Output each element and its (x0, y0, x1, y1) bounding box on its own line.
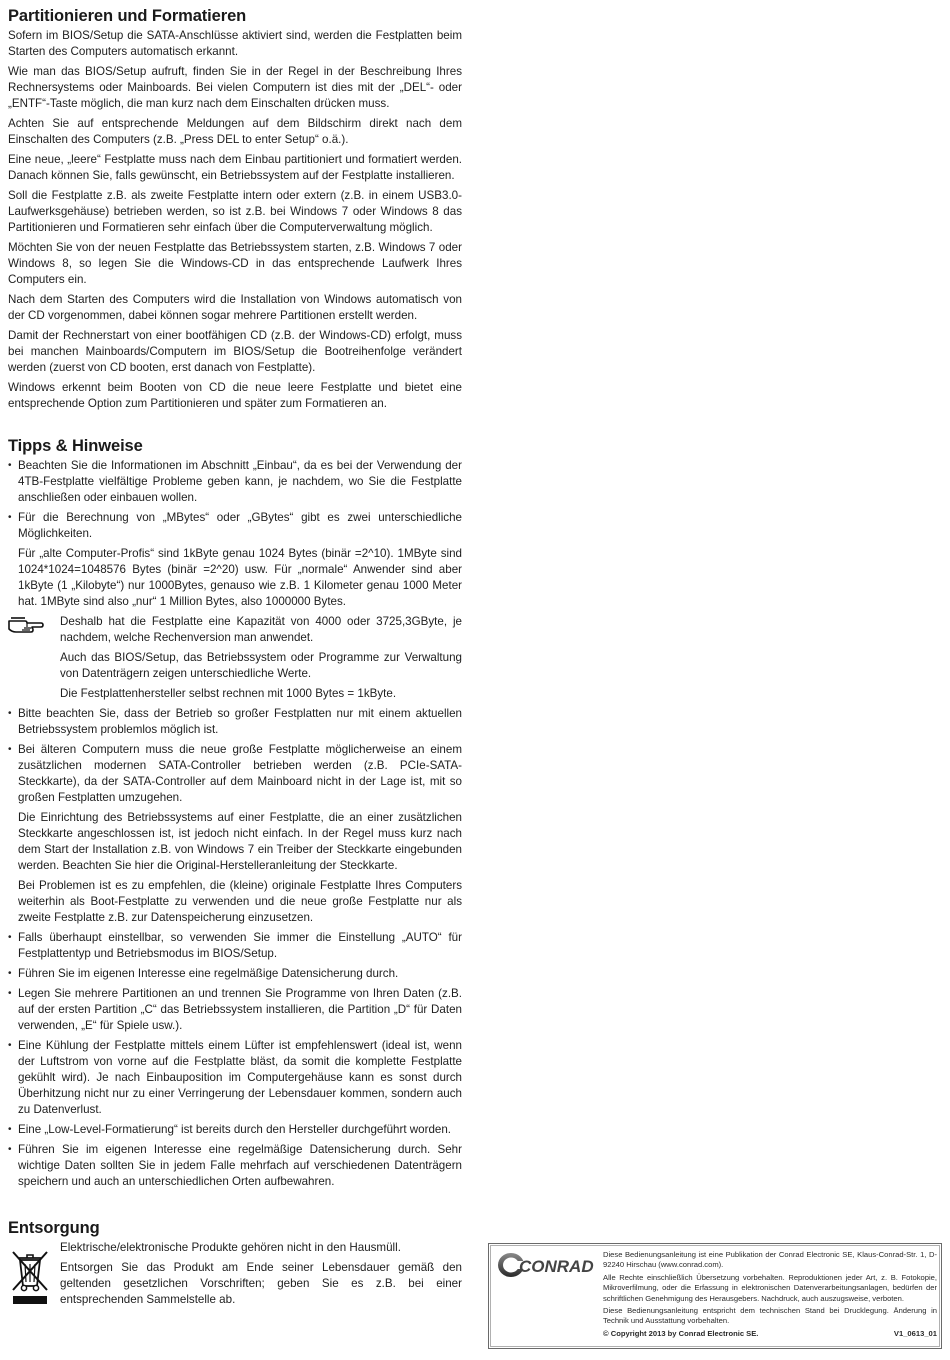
list-item-text: Für die Berechnung von „MBytes“ oder „GBytes“ gibt es zwei unterschiedliche Möglichkeiten. (18, 511, 462, 540)
paragraph: Entsorgen Sie das Produkt am Ende seiner Lebensdauer gemäß den geltenden gesetzlichen Vorschriften; geben Sie es z.B. bei einer entsprechenden Sammelstelle ab. (60, 1261, 462, 1306)
paragraph: Windows erkennt beim Booten von CD die neue leere Festplatte und bietet eine entsprechende Option zum Partitionieren und später zum Formatieren an. (8, 381, 462, 410)
disposal-text (8, 1240, 462, 1308)
paragraph: Möchten Sie von der neuen Festplatte das Betriebssystem starten, z.B. Windows 7 oder Windows 8, so legen Sie die Windows-CD in das entsprechende Laufwerk Ihres Computers ein. (8, 241, 462, 286)
paragraph: Achten Sie auf entsprechende Meldungen auf dem Bildschirm direkt nach dem Einschalten des Computers (z.B. „Press DEL to enter Setup“ o.ä.). (8, 117, 462, 146)
main-column (8, 6, 462, 1194)
note-text: Deshalb hat die Festplatte eine Kapazität von 4000 oder 3725,3GByte, je nachdem, welche Rechenversion man anwendet. (60, 615, 462, 644)
imprint-paragraph: Alle Rechte einschließlich Übersetzung vorbehalten. Reproduktionen jeder Art, z. B. Fotokopie, Mikroverfilmung, oder die Erfassung in elektronischen Datenverarbeitungsanlagen, bedürfen der schriftlichen Genehmigung des Herausgebers. Nachdruck, auch auszugsweise, verboten. (603, 1272, 937, 1303)
conrad-logo (497, 1252, 599, 1278)
paragraph: Nach dem Starten des Computers wird die Installation von Windows automatisch von der CD vorgenommen, dabei können sogar mehrere Partitionen erstellt werden. (8, 293, 462, 322)
paragraph: Eine neue, „leere“ Festplatte muss nach dem Einbau partitioniert und formatiert werden. Danach können Sie, falls gewünscht, ein Betriebssystem auf der Festplatte installieren. (8, 153, 462, 182)
paragraph: Wie man das BIOS/Setup aufruft, finden Sie in der Regel in der Beschreibung Ihres Rechnersystems oder Mainboards. Bei vielen Computern ist dies mit der „DEL“- oder „ENTF“-Taste möglich, die man kurz nach dem Einschalten drücken muss. (8, 65, 462, 110)
list-item: • Eine Kühlung der Festplatte mittels einem Lüfter ist empfehlenswert (ideal ist, wenn der Luftstrom von vorne auf die Festplatte bläst, da somit die komplette Festplatte gekühlt wird). Je nach Einbauposition im Computergehäuse kann es sonst durch Überhitzung nicht nur zu einer Verringerung der Lebensdauer kommen, sondern auch zu Datenverlust. (8, 1038, 462, 1118)
heading-tipps: Tipps & Hinweise (8, 437, 143, 455)
imprint-box (488, 1243, 942, 1349)
paragraph: Elektrische/elektronische Produkte gehören nicht in den Hausmüll. (60, 1241, 401, 1254)
sub-paragraph: Die Einrichtung des Betriebssystems auf einer Festplatte, die an einer zusätzlichen Steckkarte angeschlossen ist, ist jedoch nicht einfach. In der Regel muss kurz nach dem Start der Installation z.B. von Windows 7 ein Treiber der Steckkarte eingebunden werden. Beachten Sie hier die Original-Herstelleranleitung der Steckkarte. (18, 811, 462, 872)
list-item: • Falls überhaupt einstellbar, so verwenden Sie immer die Einstellung „AUTO“ für Festplattentyp und Betriebsmodus im BIOS/Setup. (8, 930, 462, 962)
list-item (8, 510, 462, 542)
note-text: Auch das BIOS/Setup, das Betriebssystem oder Programme zur Verwaltung von Datenträgern zeigen unterschiedliche Werte. (60, 651, 462, 680)
copyright: © Copyright 2013 by Conrad Electronic SE. (603, 1328, 759, 1338)
list-item: • Legen Sie mehrere Partitionen an und trennen Sie Programme von Ihren Daten (z.B. auf der ersten Partition „C“ das Betriebssystem installieren, die Partition „D“ für Daten verwenden, „E“ für Spiele usw.). (8, 986, 462, 1034)
note-block (8, 614, 462, 702)
tips-list-continued (8, 706, 462, 806)
logo-text: CONRAD (519, 1257, 594, 1276)
list-item: • Beachten Sie die Informationen im Abschnitt „Einbau“, da es bei der Verwendung der 4TB-Festplatte vielfältige Probleme geben kann, je nachdem, wo Sie die Festplatte anschließen oder einbauen wollen. (8, 458, 462, 506)
imprint-paragraph: Diese Bedienungsanleitung ist eine Publikation der Conrad Electronic SE, Klaus-Conrad-Str. 1, D-92240 Hirschau (www.conrad.com). (603, 1250, 937, 1270)
imprint-text (603, 1250, 937, 1339)
heading-entsorgung: Entsorgung (8, 1219, 100, 1237)
tips-list (8, 458, 462, 542)
disposal-section (8, 1218, 462, 1312)
paragraph: Damit der Rechnerstart von einer bootfähigen CD (z.B. der Windows-CD) erfolgt, muss bei manchen Mainboards/Computern im BIOS/Setup die Bootreihenfolge verändert werden (zuerst von CD booten, erst danach von Festplatte). (8, 329, 462, 374)
tips-list-continued (8, 930, 462, 1190)
paragraph: Soll die Festplatte z.B. als zweite Festplatte intern oder extern (z.B. in einem USB3.0-Laufwerksgehäuse) betrieben werden, so ist z.B. bei Windows 7 oder Windows 8 das Partitionieren und Formatieren sehr einfach über die Computerverwaltung möglich. (8, 189, 462, 234)
imprint-footer (603, 1329, 937, 1339)
heading-partitionieren: Partitionieren und Formatieren (8, 7, 247, 25)
list-item: • Führen Sie im eigenen Interesse eine regelmäßige Datensicherung durch. Sehr wichtige Daten sollten Sie in jedem Falle mehrfach auf verschiedenen Datenträgern speichern und auch an unterschiedlichen Orten aufbewahren. (8, 1142, 462, 1190)
version-code: V1_0613_01 (893, 1328, 937, 1338)
note-text: Die Festplattenhersteller selbst rechnen mit 1000 Bytes = 1kByte. (60, 687, 397, 700)
paragraph: Sofern im BIOS/Setup die SATA-Anschlüsse aktiviert sind, werden die Festplatten beim Starten des Computers automatisch erkannt. (8, 29, 462, 58)
list-item: • Bei älteren Computern muss die neue große Festplatte möglicherweise an einem zusätzlichen modernen SATA-Controller betrieben werden (z.B. PCIe-SATA-Steckkarte), da der SATA-Controller auf dem Mainboard nicht in der Lage ist, mit so großen Festplatten umzugehen. (8, 742, 462, 806)
list-item: • Bitte beachten Sie, dass der Betrieb so großer Festplatten nur mit einem aktuellen Betriebssystem problemlos möglich ist. (8, 706, 462, 738)
imprint-paragraph: Diese Bedienungsanleitung entspricht dem technischen Stand bei Drucklegung. Änderung in Technik und Ausstattung vorbehalten. (603, 1306, 937, 1326)
sub-paragraph: Bei Problemen ist es zu empfehlen, die (kleine) originale Festplatte Ihres Computers weiterhin als Boot-Festplatte zu verwenden und die neue große Festplatte nur als zweite Festplatte z.B. zur Datenspeicherung einzusetzen. (18, 879, 462, 924)
sub-paragraph: Für „alte Computer-Profis“ sind 1kByte genau 1024 Bytes (binär =2^10). 1MByte sind 1024*1024=1048576 Bytes (binär =2^20) usw. Für „normale“ Anwender sind aber 1kByte (1 „Kilobyte“) nur 1000Bytes, genauso wie z.B. 1 Kilometer genau 1000 Meter hat. 1MByte sind also „nur“ 1 Million Bytes, also 1000000 Bytes. (18, 547, 462, 608)
list-item: • Eine „Low-Level-Formatierung“ ist bereits durch den Hersteller durchgeführt worden. (8, 1122, 462, 1138)
list-item: • Führen Sie im eigenen Interesse eine regelmäßige Datensicherung durch. (8, 966, 462, 982)
pointing-hand-icon (8, 614, 48, 634)
